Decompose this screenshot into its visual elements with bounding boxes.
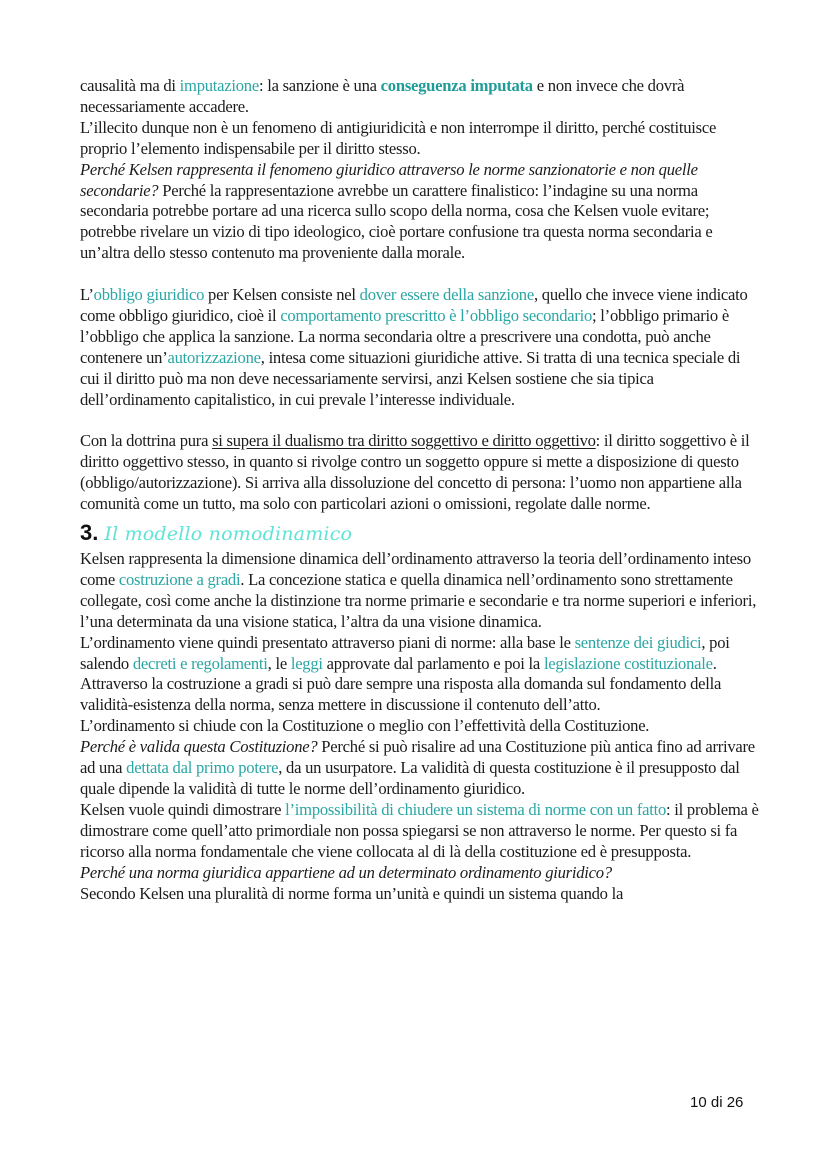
text-ul: si supera il dualismo tra diritto soggettivo e diritto oggettivo	[212, 431, 596, 451]
text-hl: l’impossibilità di chiudere un sistema di norme con un fatto	[285, 799, 667, 819]
text-run: , da un usurpatore. La validità di questa costituzione è il presupposto dal quale dipende la validità di tutte le norme dell’ordinamento giuridico.	[80, 758, 740, 798]
page-indicator: 10 di 26	[690, 1094, 744, 1111]
text-it: Perché Kelsen rappresenta il fenomeno giuridico attraverso le norme sanzionatorie e non quelle secondarie?	[80, 159, 698, 200]
paragraph-obbligo-giuridico	[80, 285, 760, 410]
text-run: , le	[267, 653, 291, 673]
paragraph	[80, 633, 760, 675]
text-run: , poi salendo	[80, 632, 730, 673]
text-run: L’ordinamento si chiude con la Costituzione o meglio con l’effettività della Costituzione.	[80, 716, 650, 736]
paragraph	[80, 737, 760, 800]
text-hl: leggi	[290, 653, 323, 673]
text-run: Kelsen rappresenta la dimensione dinamica dell’ordinamento attraverso la teoria dell’ordinamento inteso come	[80, 549, 751, 589]
text-run: e non invece che dovrà necessariamente accadere.	[80, 76, 685, 116]
text-it: Perché è valida questa Costituzione?	[80, 737, 318, 757]
text-run: , quello che invece viene indicato come obbligo giuridico, cioè il	[80, 285, 748, 325]
text-hl: sentenze dei giudici	[574, 632, 702, 652]
paragraph	[80, 800, 760, 863]
text-run: Secondo Kelsen una pluralità di norme forma un’unità e quindi un sistema quando la	[80, 883, 624, 903]
text-run: per Kelsen consiste nel	[204, 285, 360, 305]
paragraph-spacer	[80, 410, 760, 431]
text-run: .	[712, 653, 717, 673]
text-run: ; l’obbligo primario è l’obbligo che applica la sanzione. La norma secondaria oltre a prescrivere una condotta, può anche contenere un’	[80, 305, 729, 367]
paragraph	[80, 716, 760, 737]
text-run: : il problema è dimostrare come quell’atto primordiale non possa spiegarsi se non attraverso le norme. Per questo si fa ricorso alla norma fondamentale che viene collocata al di là della costituzione ed è presupposta.	[80, 799, 759, 861]
text-hl-bold: conseguenza imputata	[380, 76, 533, 95]
text-hl: dettata dal primo potere	[126, 758, 279, 778]
paragraph	[80, 674, 760, 716]
document-page	[80, 76, 760, 904]
text-run: , intesa come situazioni giuridiche attive. Si tratta di una tecnica speciale di cui il diritto può ma non deve necessariamente servirsi, anzi Kelsen sostiene che sia tipica dell’ordinamento capitalistico, in cui prevale l’interesse individuale.	[80, 347, 741, 409]
text-run: causalità ma di	[80, 76, 180, 95]
text-hl: legislazione costituzionale	[543, 653, 713, 673]
section-body	[80, 549, 760, 904]
text-hl: comportamento prescritto è l’obbligo secondario	[280, 305, 593, 325]
paragraph	[80, 118, 760, 160]
text-hl: obbligo giuridico	[93, 285, 205, 305]
text-run: L’	[80, 285, 94, 305]
section-number: 3.	[80, 520, 99, 545]
text-run: Attraverso la costruzione a gradi si può dare sempre una risposta alla domanda sul fondamento della validità-esistenza della norma, senza mettere in discussione il contenuto dell’atto.	[80, 674, 722, 715]
text-hl: decreti e regolamenti	[132, 653, 268, 673]
text-hl: costruzione a gradi	[118, 569, 241, 589]
text-run: approvate dal parlamento e poi la	[322, 653, 544, 673]
section-title: Il modello nomodinamico	[104, 523, 353, 545]
paragraph	[80, 76, 760, 118]
text-run: . La concezione statica e quella dinamica nell’ordinamento sono strettamente collegate, così come anche la distinzione tra norme primarie e secondarie e tra norme superiori e inferiori, l’una determinata da una visione statica, l’altra da una visione dinamica.	[80, 569, 757, 631]
text-run: : il diritto soggettivo è il diritto oggettivo stesso, in quanto si rivolge contro un soggetto oppure si mette a disposizione di questo (obbligo/autorizzazione). Si arriva alla dissoluzione del concetto di persona: l’uomo non appartiene alla comunità come un tutto, ma solo con particolari azioni o omissioni, regolate dalle norme.	[80, 431, 750, 514]
text-run: Kelsen vuole quindi dimostrare	[80, 799, 286, 819]
text-run: : la sanzione è una	[258, 76, 381, 95]
text-run: L’illecito dunque non è un fenomeno di antigiuridicità e non interrompe il diritto, perché costituisce proprio l’elemento indispensabile per il diritto stesso.	[80, 117, 717, 158]
text-hl: imputazione	[179, 76, 259, 95]
text-it: Perché una norma giuridica appartiene ad un determinato ordinamento giuridico?	[80, 862, 612, 882]
text-hl: autorizzazione	[167, 347, 261, 367]
paragraph	[80, 549, 760, 633]
text-run: Perché la rappresentazione avrebbe un carattere finalistico: l’indagine su una norma secondaria potrebbe portare ad una ricerca sullo scopo della norma, cosa che Kelsen vuole evitare; potrebbe rivelare un vizio di tipo ideologico, cioè portare confusione tra questa norma secondaria e un’altra dello stesso contenuto ma proveniente dalla morale.	[80, 180, 713, 263]
section-heading	[80, 520, 760, 549]
paragraph	[80, 884, 760, 905]
text-run: Perché si può risalire ad una Costituzione più antica fino ad arrivare ad una	[80, 737, 755, 778]
paragraph	[80, 160, 760, 265]
text-hl: dover essere della sanzione	[359, 285, 534, 305]
text-run: L’ordinamento viene quindi presentato attraverso piani di norme: alla base le	[80, 632, 575, 652]
paragraph-dottrina-pura	[80, 431, 760, 515]
paragraph-spacer	[80, 264, 760, 285]
intro-block	[80, 76, 760, 264]
paragraph	[80, 863, 760, 884]
text-run: Con la dottrina pura	[80, 431, 213, 451]
